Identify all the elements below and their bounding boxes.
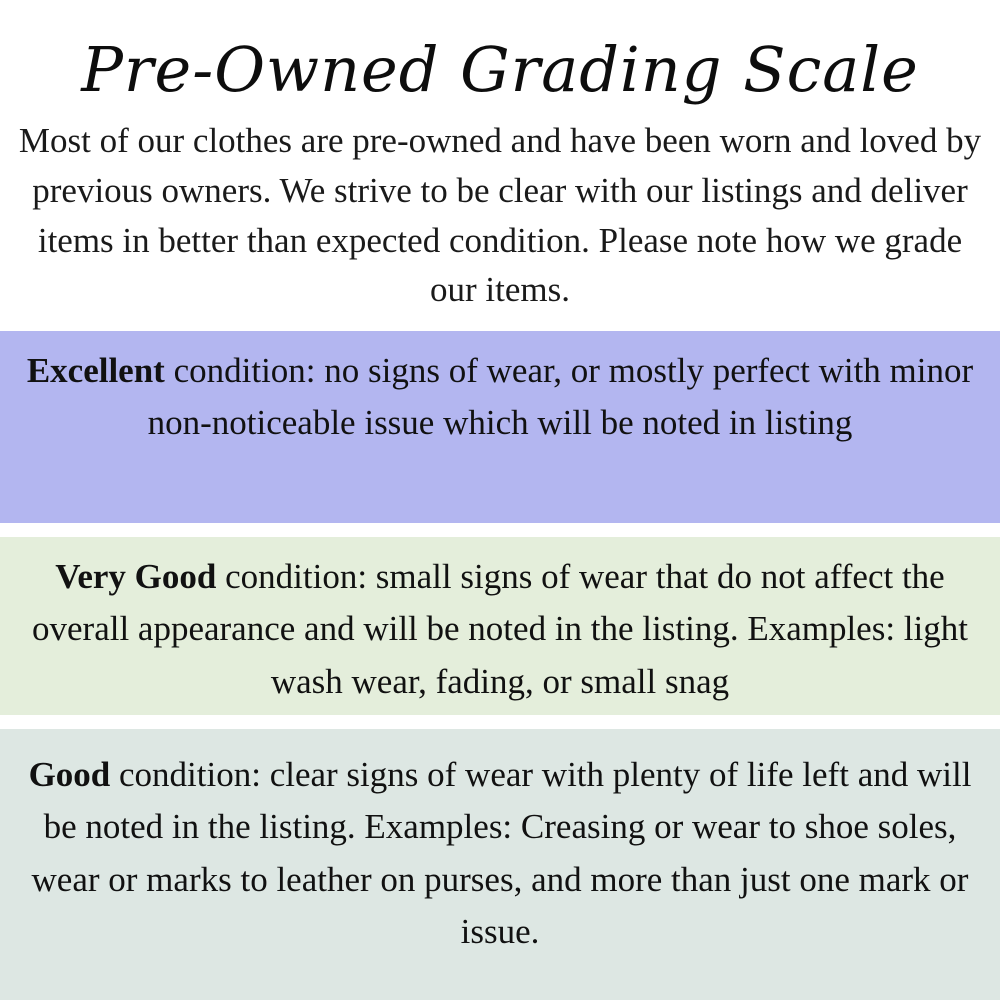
band-divider (0, 715, 1000, 729)
grade-label-excellent: Excellent (26, 350, 165, 390)
grade-description-good: condition: clear signs of wear with plenty of life left and will be noted in the listing. Examples: Creasing or wear to shoe soles, wear or marks to leather on purses, and more than just one mark or issue. (31, 754, 972, 952)
page-title: Pre-Owned Grading Scale (81, 33, 919, 106)
grade-description-excellent: condition: no signs of wear, or mostly perfect with minor non-noticeable issue which will be noted in listing (147, 350, 974, 443)
grade-band-very-good (0, 537, 1000, 715)
grade-band-excellent (0, 331, 1000, 523)
band-divider (0, 523, 1000, 537)
grade-label-very-good: Very Good (55, 556, 217, 596)
grade-band-good (0, 729, 1000, 1000)
grade-label-good: Good (28, 754, 111, 794)
intro-paragraph: Most of our clothes are pre-owned and have been worn and loved by previous owners. We strive to be clear with our listings and deliver items in better than expected condition. Please note how we grade our items. (18, 121, 982, 310)
grade-description-very-good: condition: small signs of wear that do not affect the overall appearance and will be noted in the listing. Examples: light wash wear, fading, or small snag (32, 556, 968, 701)
